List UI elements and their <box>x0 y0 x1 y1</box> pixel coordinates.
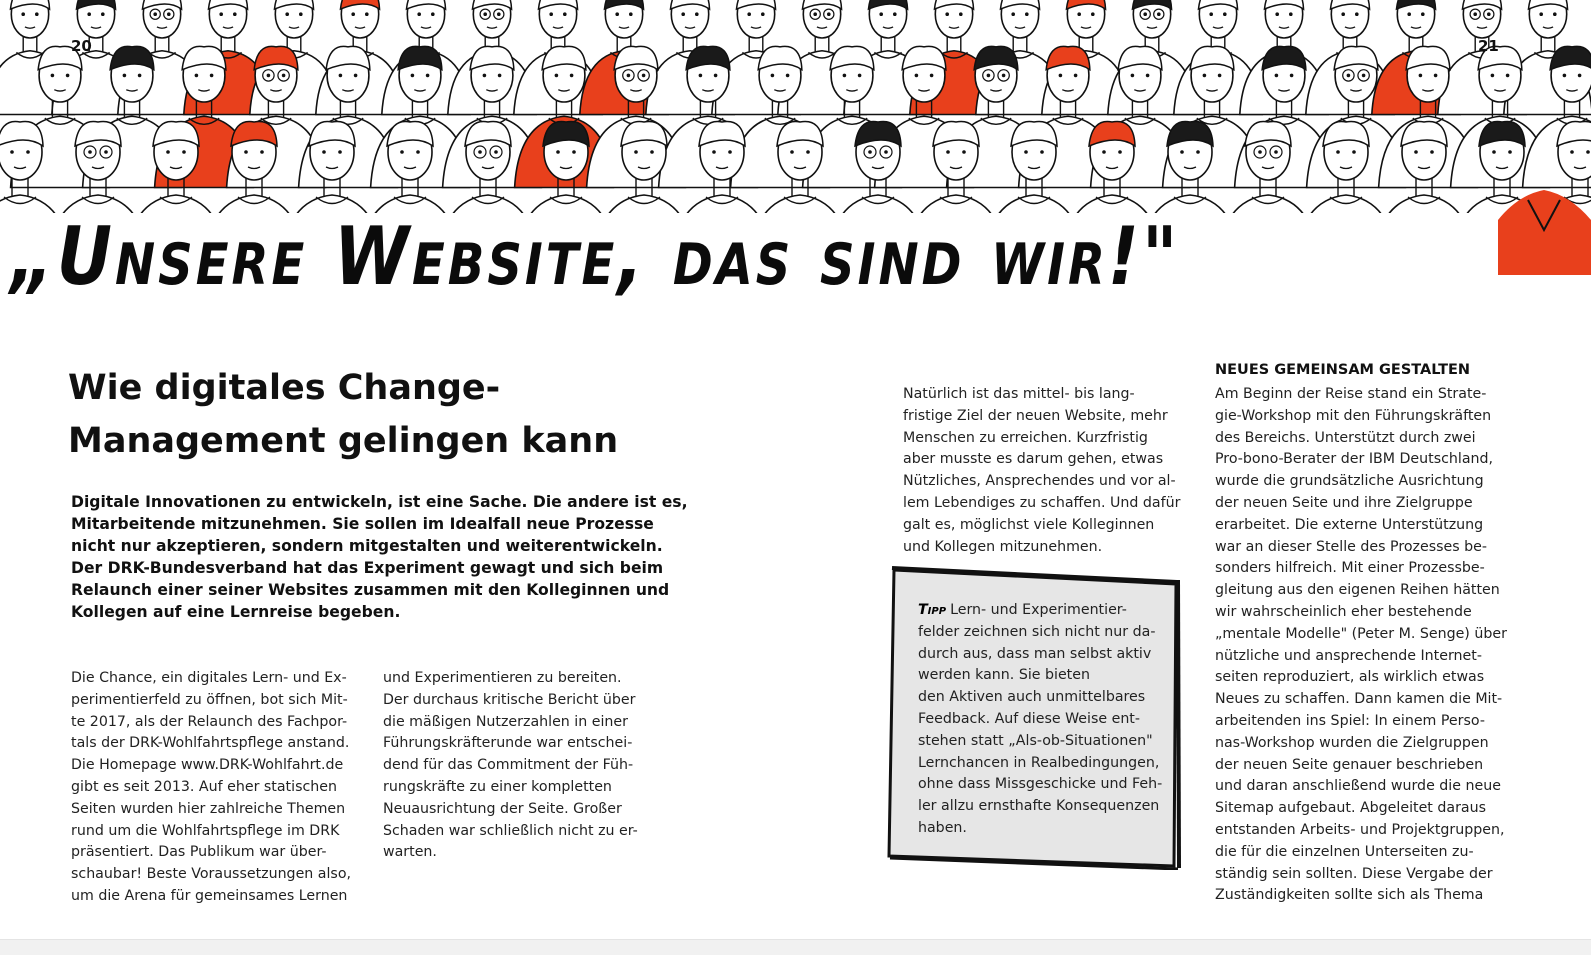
body-line: Die Homepage www.DRK-Wohlfahrt.de <box>71 757 344 774</box>
body-line: nützliche und ansprechende Internet- <box>1215 647 1482 664</box>
body-line: um die Arena für gemeinsames Lernen <box>71 887 348 904</box>
tip-line: durch aus, dass man selbst aktiv <box>918 645 1152 662</box>
body-line: „mentale Modelle" (Peter M. Senge) über <box>1215 625 1507 642</box>
body-line: fristige Ziel der neuen Website, mehr <box>903 407 1168 424</box>
article-subtitle <box>68 362 668 468</box>
subtitle-line: Management gelingen kann <box>68 421 619 461</box>
body-line: war an dieser Stelle des Prozesses be- <box>1215 538 1487 555</box>
page-number-left: 20 <box>71 37 92 55</box>
intro-line: Kollegen auf eine Lernreise begeben. <box>71 603 401 621</box>
body-line: rungskräfte zu einer kompletten <box>383 778 612 795</box>
body-line: Menschen zu erreichen. Kurzfristig <box>903 429 1148 446</box>
body-line: Die Chance, ein digitales Lern- und Ex- <box>71 670 347 686</box>
tip-line: Feedback. Auf diese Weise ent- <box>918 710 1140 727</box>
body-line: des Bereichs. Unterstützt durch zwei <box>1215 429 1476 446</box>
body-line: Am Beginn der Reise stand ein Strate- <box>1215 386 1487 402</box>
tip-first-line: Lern- und Experimentier- <box>950 602 1127 618</box>
body-line: nas-Workshop wurden die Zielgruppen <box>1215 734 1489 751</box>
intro-line: Relaunch einer seiner Websites zusammen mit den Kolleginnen und <box>71 581 670 599</box>
body-line: galt es, möglichst viele Kolleginnen <box>903 516 1155 533</box>
body-line: wurde die grundsätzliche Ausrichtung <box>1215 473 1484 490</box>
body-column-1 <box>71 668 351 908</box>
tip-line: stehen statt „Als-ob-Situationen" <box>918 732 1153 749</box>
body-line: gibt es seit 2013. Auf eher statischen <box>71 778 337 795</box>
tip-line: felder zeichnen sich nicht nur da- <box>918 623 1156 640</box>
intro-line: Mitarbeitende mitzunehmen. Sie sollen im Idealfall neue Prozesse <box>71 515 654 533</box>
body-line: te 2017, als der Relaunch des Fachpor- <box>71 713 348 730</box>
body-line: Neuausrichtung der Seite. Großer <box>383 800 622 817</box>
body-line: der neuen Seite und ihre Zielgruppe <box>1215 494 1473 511</box>
body-line: erarbeitet. Die externe Unterstützung <box>1215 516 1484 533</box>
tip-line: haben. <box>918 819 967 836</box>
body-line: und Kollegen mitzunehmen. <box>903 538 1103 555</box>
body-line: Zuständigkeiten sollte sich als Thema <box>1215 887 1484 904</box>
body-line: aber musste es darum gehen, etwas <box>903 451 1164 468</box>
body-line: rund um die Wohlfahrtspflege im DRK <box>71 822 340 839</box>
tip-label: Tipp <box>918 602 947 618</box>
crowd-illustration-banner <box>0 0 1591 215</box>
body-line: Der durchaus kritische Bericht über <box>383 691 636 708</box>
body-line: und daran anschließend wurde die neue <box>1215 778 1501 795</box>
body-line: Neues zu schaffen. Dann kamen die Mit- <box>1215 691 1503 708</box>
body-line: die für die einzelnen Unterseiten zu- <box>1215 843 1474 860</box>
body-line: seiten reproduziert, als wirklich etwas <box>1215 669 1485 686</box>
subtitle-line: Wie digitales Change- <box>68 368 501 408</box>
body-line: ständig sein sollten. Diese Vergabe der <box>1215 865 1493 882</box>
body-line: und Experimentieren zu bereiten. <box>383 670 622 686</box>
body-line: präsentiert. Das Publikum war über- <box>71 844 327 861</box>
body-line: Natürlich ist das mittel- bis lang- <box>903 386 1135 402</box>
intro-paragraph <box>71 491 688 623</box>
body-line: entstanden Arbeits- und Projektgruppen, <box>1215 821 1505 838</box>
body-column-3 <box>903 384 1180 558</box>
body-line: der neuen Seite genauer beschrieben <box>1215 756 1484 773</box>
tip-line: werden kann. Sie bieten <box>918 667 1090 684</box>
body-line: arbeitenden ins Spiel: In einem Perso- <box>1215 712 1485 729</box>
body-line: lem Lebendiges zu schaffen. Und dafür <box>903 494 1181 511</box>
intro-line: Digitale Innovationen zu entwickeln, ist eine Sache. Die andere ist es, <box>71 493 688 511</box>
body-line: Sitemap aufgebaut. Abgeleitet daraus <box>1215 800 1486 817</box>
body-column-2 <box>383 668 638 864</box>
body-line: Seiten wurden hier zahlreiche Themen <box>71 800 346 817</box>
page-bottom-edge <box>0 939 1591 955</box>
body-line: Schaden war schließlich nicht zu er- <box>383 822 638 839</box>
body-line: Nützliches, Ansprechendes und vor al- <box>903 473 1176 490</box>
body-line: sonders hilfreich. Mit einer Prozessbe- <box>1215 560 1485 577</box>
page-headline: „Unsere Website, das sind wir!" <box>10 210 1181 305</box>
body-line: tals der DRK-Wohlfahrtspflege anstand. <box>71 735 350 752</box>
section-heading: NEUES GEMEINSAM GESTALTEN <box>1215 362 1471 378</box>
body-line: schaubar! Beste Voraussetzungen also, <box>71 866 352 883</box>
body-line: wir wahrscheinlich eher bestehende <box>1215 603 1472 620</box>
body-line: gie-Workshop mit den Führungskräften <box>1215 407 1492 424</box>
tip-line <box>918 600 1162 622</box>
tip-line: ler allzu ernsthafte Konsequenzen <box>918 798 1160 815</box>
intro-line: nicht nur akzeptieren, sondern mitgestalten und weiterentwickeln. <box>71 537 663 555</box>
body-line: die mäßigen Nutzerzahlen in einer <box>383 713 628 730</box>
tip-line: Lernchancen in Realbedingungen, <box>918 754 1160 771</box>
body-column-4 <box>1215 384 1507 907</box>
body-line: dend für das Commitment der Füh- <box>383 757 634 774</box>
body-line: gleitung aus den eigenen Reihen hätten <box>1215 582 1500 599</box>
crowd-illustration <box>0 0 1591 215</box>
body-line: Führungskräfterunde war entschei- <box>383 735 633 752</box>
intro-line: Der DRK-Bundesverband hat das Experiment gewagt und sich beim <box>71 559 664 577</box>
crowd-illustration-edge <box>1498 190 1591 275</box>
body-line: perimentierfeld zu öffnen, bot sich Mit- <box>71 691 348 708</box>
page-number-right: 21 <box>1478 37 1499 55</box>
tip-box <box>886 566 1181 870</box>
tip-text <box>918 600 1162 840</box>
body-line: Pro-bono-Berater der IBM Deutschland, <box>1215 451 1494 468</box>
body-line: warten. <box>383 844 437 861</box>
tip-line: den Aktiven auch unmittelbares <box>918 689 1146 706</box>
tip-line: ohne dass Missgeschicke und Feh- <box>918 776 1163 793</box>
